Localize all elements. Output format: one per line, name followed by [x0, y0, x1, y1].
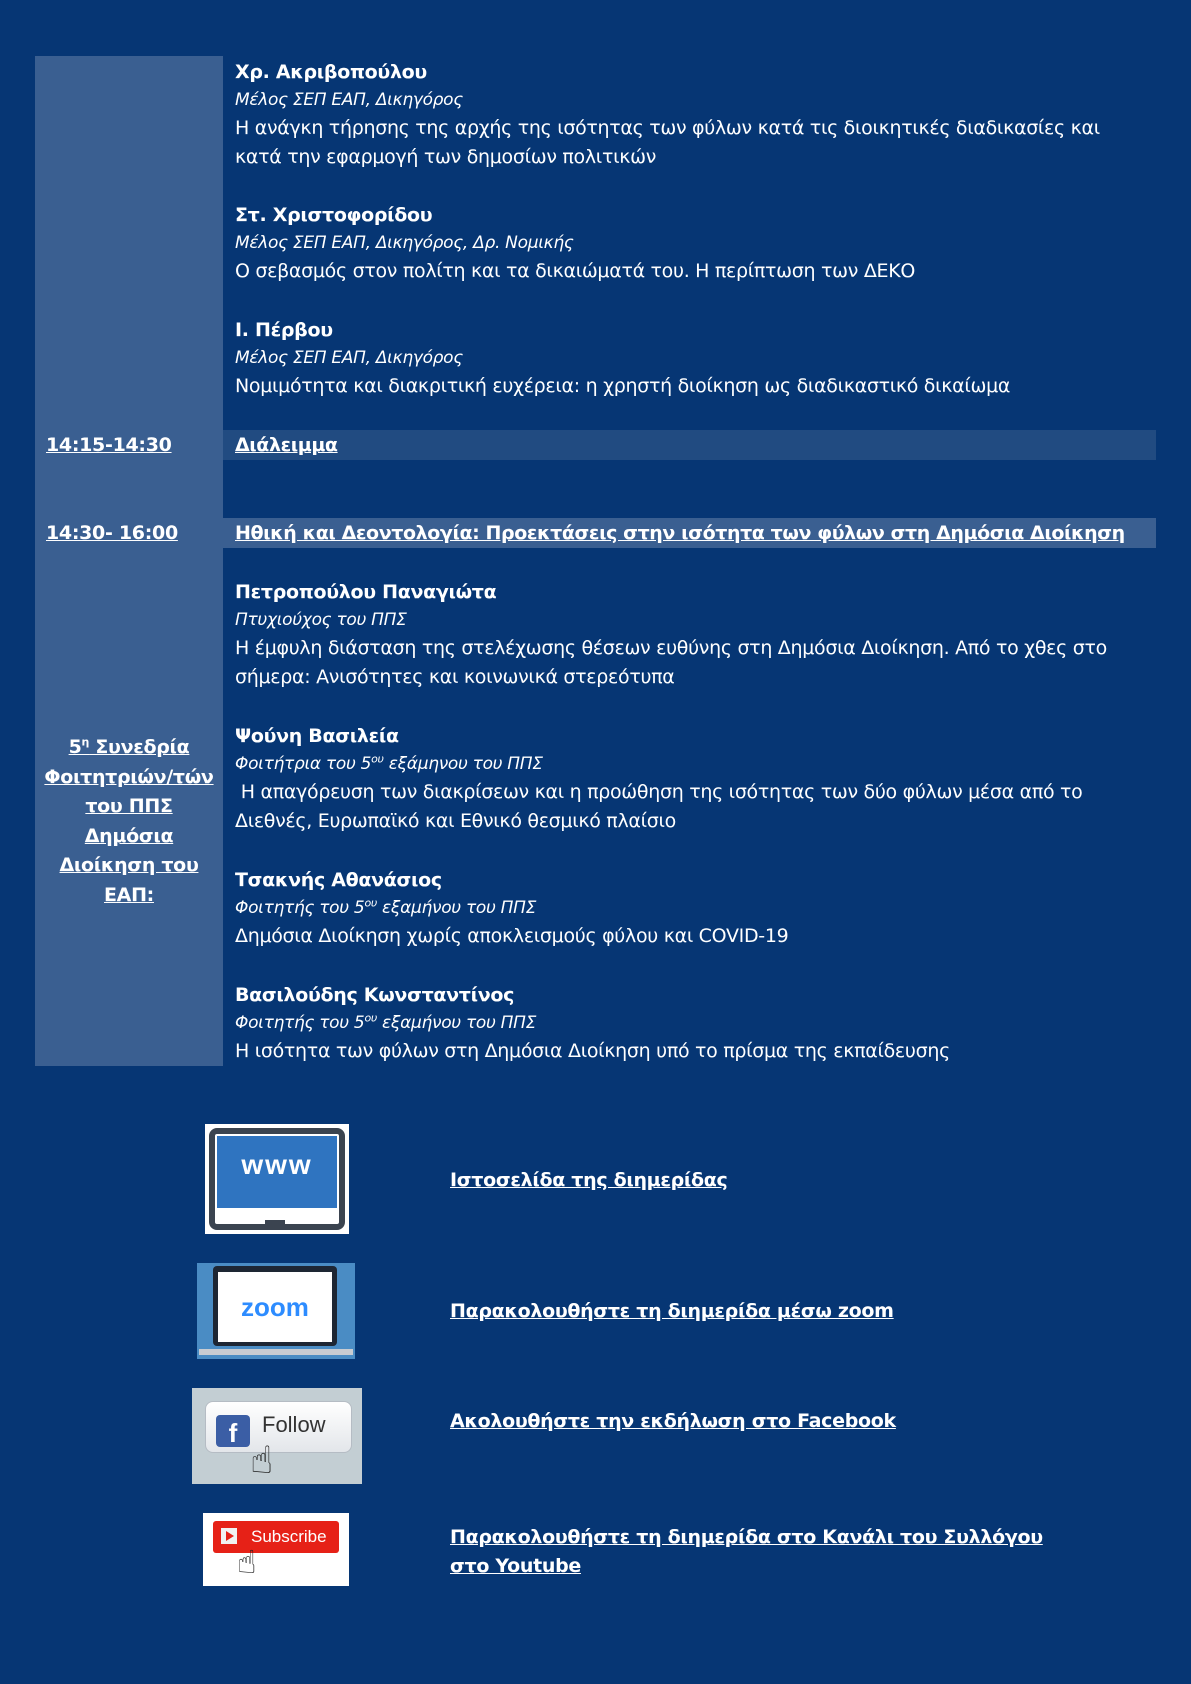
talk-title: σήμερα: Ανισότητες και κοινωνικά στερεότυπα: [235, 666, 675, 688]
talk-title: Νομιμότητα και διακριτική ευχέρεια: η χρηστή διοίκηση ως διαδικαστικό δικαίωμα: [235, 375, 1011, 397]
speaker-role: Μέλος ΣΕΠ ΕΑΠ, Δικηγόρος: [235, 348, 463, 368]
talk-item: [235, 316, 1165, 401]
talk-title: Δημόσια Διοίκηση χωρίς αποκλεισμούς φύλου και COVID-19: [235, 925, 789, 947]
time-column-background: [35, 56, 223, 1066]
session-title[interactable]: Ηθική και Δεοντολογία: Προεκτάσεις στην ισότητα των φύλων στη Δημόσια Διοίκηση: [235, 522, 1125, 544]
speaker-role: Φοιτήτρια του $5^{o\upsilon}$ εξάμηνου του ΠΠΣ: [235, 752, 543, 774]
hand-cursor-icon: ☝: [237, 1543, 257, 1581]
website-link[interactable]: Ιστοσελίδα της διημερίδας: [450, 1169, 728, 1191]
speaker-name: Πετροπούλου Παναγιώτα: [235, 581, 497, 603]
talk-title: Διεθνές, Ευρωπαϊκό και Εθνικό θεσμικό πλαίσιο: [235, 810, 676, 832]
play-icon: [221, 1528, 237, 1544]
talk-item: [235, 201, 1165, 286]
student-talk-item: [235, 866, 1165, 951]
talk-title: Η απαγόρευση των διακρίσεων και η προώθηση της ισότητας των δύο φύλων μέσα από το: [235, 781, 1083, 803]
speaker-role: Φοιτητής του $5^{o\upsilon}$ εξαμήνου του ΠΠΣ: [235, 1011, 537, 1033]
speaker-role: Πτυχιούχος του ΠΠΣ: [235, 610, 407, 630]
speaker-name: Ψούνη Βασιλεία: [235, 725, 399, 747]
speaker-name: Στ. Χριστοφορίδου: [235, 204, 433, 226]
break-label[interactable]: Διάλειμμα: [235, 434, 338, 456]
session-label[interactable]: $5^\eta$ Συνεδρία Φοιτητριών/τών του ΠΠΣ Δημόσια Διοίκηση του ΕΑΠ:: [44, 735, 214, 906]
speaker-name: Χρ. Ακριβοπούλου: [235, 61, 427, 83]
session-time[interactable]: 14:30- 16:00: [46, 522, 178, 544]
student-talk-item: [235, 722, 1165, 836]
speaker-name: Τσακνής Αθανάσιος: [235, 869, 442, 891]
youtube-link[interactable]: Παρακολουθήστε τη διημερίδα στο Κανάλι του Συλλόγου στο Youtube: [450, 1526, 1043, 1577]
facebook-follow-icon[interactable]: f Follow ☝: [192, 1388, 362, 1484]
talk-item: [235, 58, 1165, 172]
talk-title: Η ανάγκη τήρησης της αρχής της ισότητας των φύλων κατά τις διοικητικές διαδικασίες και: [235, 117, 1100, 139]
speaker-role: Φοιτητής του $5^{o\upsilon}$ εξαμήνου του ΠΠΣ: [235, 896, 537, 918]
speaker-role: Μέλος ΣΕΠ ΕΑΠ, Δικηγόρος, Δρ. Νομικής: [235, 233, 574, 253]
break-time[interactable]: 14:15-14:30: [46, 434, 172, 456]
talk-title: Ο σεβασμός στον πολίτη και τα δικαιώματά του. Η περίπτωση των ΔΕΚΟ: [235, 260, 916, 282]
youtube-subscribe-icon[interactable]: Subscribe ☝: [203, 1513, 349, 1586]
talk-title: Η έμφυλη διάσταση της στελέχωσης θέσεων ευθύνης στη Δημόσια Διοίκηση. Από το χθες στο: [235, 637, 1107, 659]
www-icon[interactable]: www: [205, 1124, 349, 1234]
speaker-role: Μέλος ΣΕΠ ΕΑΠ, Δικηγόρος: [235, 90, 463, 110]
hand-cursor-icon: ☝: [250, 1438, 274, 1482]
zoom-icon[interactable]: zoom: [197, 1263, 355, 1359]
talk-title: Η ισότητα των φύλων στη Δημόσια Διοίκηση υπό το πρίσμα της εκπαίδευσης: [235, 1040, 950, 1062]
speaker-name: Ι. Πέρβου: [235, 319, 333, 341]
zoom-link[interactable]: Παρακολουθήστε τη διημερίδα μέσω zoom: [450, 1300, 894, 1322]
student-talk-item: [235, 981, 1165, 1066]
speaker-name: Βασιλούδης Κωνσταντίνος: [235, 984, 515, 1006]
talk-title: κατά την εφαρμογή των δημοσίων πολιτικών: [235, 146, 657, 168]
break-row-band: [223, 430, 1156, 460]
facebook-link[interactable]: Ακολουθήστε την εκδήλωση στο Facebook: [450, 1410, 896, 1432]
student-talk-item: [235, 578, 1165, 692]
